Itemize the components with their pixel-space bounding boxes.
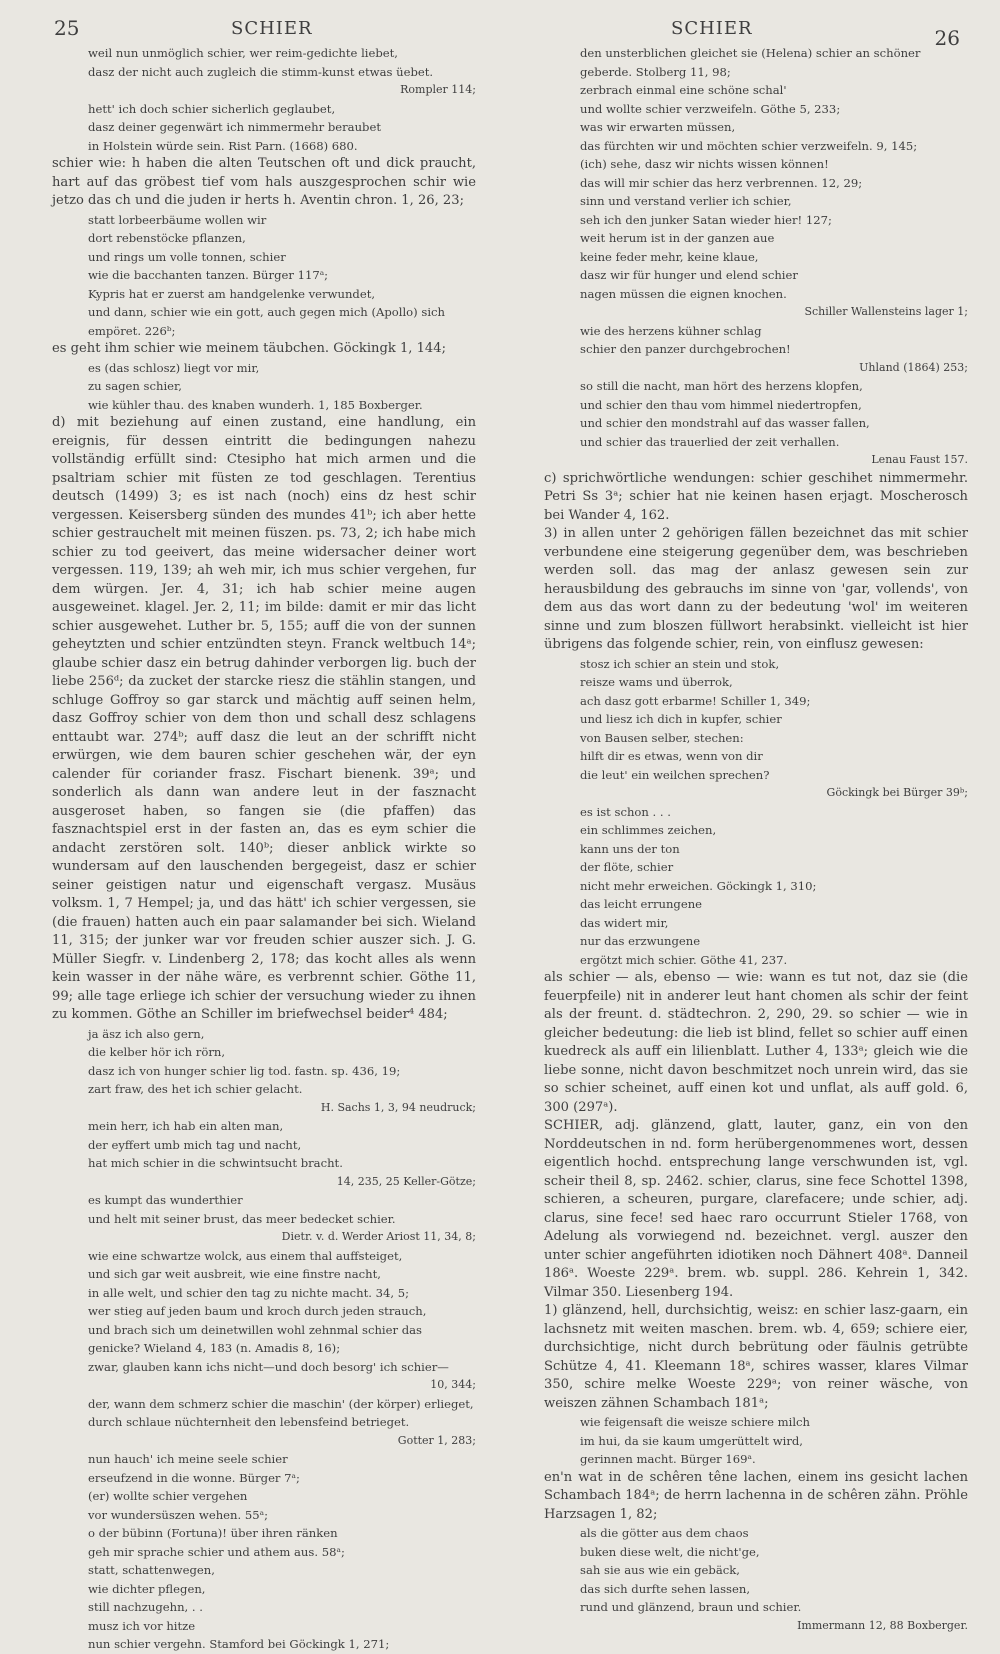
verse-line: kann uns der ton	[580, 841, 680, 856]
verse-line: rund und glänzend, braun und schier.	[580, 1600, 802, 1614]
verse-line: wie feigensaft die weisze schiere milch	[580, 1415, 810, 1429]
verse-line: ergötzt mich schier. Göthe 41, 237.	[580, 952, 788, 967]
citation: Rompler 114;	[400, 83, 476, 96]
verse-line: seh ich den junker Satan wieder hier! 127;	[580, 212, 832, 227]
verse-line: dasz der nicht auch zugleich die stimm-kunst etwas üebet.	[88, 64, 434, 79]
verse-line: und schier das trauerlied der zeit verhallen.	[580, 434, 840, 449]
verse-line: und schier den thau vom himmel niedertropfen,	[580, 397, 862, 412]
verse-line: und liesz ich dich in kupfer, schier	[580, 712, 782, 726]
verse-line: das fürchten wir und möchten schier verzweifeln. 9, 145;	[580, 138, 918, 153]
verse-line: durch schlaue nüchternheit den lebensfeind betrieget.	[88, 1415, 410, 1429]
verse-line: die leut' ein weilchen sprechen?	[580, 767, 770, 782]
verse-line: schier den panzer durchgebrochen!	[580, 342, 791, 356]
two-column-body	[52, 44, 968, 1651]
paragraph: en'n wat in de schêren têne lachen, einem ins gesicht lachen Schambach 184ᵃ; de herrn lachenna in de schêren zähn. Pröhle Harzsagen 1, 82;	[544, 1469, 968, 1522]
verse-line: weit herum ist in der ganzen aue	[580, 231, 775, 245]
verse-line: das leicht errungene	[580, 897, 703, 911]
verse-line: hilft dir es etwas, wenn von dir	[580, 749, 763, 763]
column-right	[544, 44, 968, 1632]
verse-line: es ist schon . . .	[580, 804, 671, 819]
verse-line: in Holstein würde sein. Rist Parn. (1668) 680.	[88, 138, 358, 153]
citation: Lenau Faust 157.	[871, 453, 968, 466]
verse-line: gerinnen macht. Bürger 169ᵃ.	[580, 1452, 756, 1466]
verse-line: es kumpt das wunderthier	[88, 1193, 243, 1207]
verse-line: was wir erwarten müssen,	[580, 120, 736, 134]
verse-line: nur das erzwungene	[580, 934, 701, 948]
verse-line: als die götter aus dem chaos	[580, 1526, 749, 1540]
paragraph: d) mit beziehung auf einen zustand, eine handlung, ein ereignis, für dessen eintritt die bedingungen nahezu vollständig erfüllt sind: Ctesipho hat mich armen und die psaltriam schier mit füsten ze tod geschlagen. Terentius deutsch (1499) 3; es ist nach (noch) eins dz hest schir vergessen. Keisersberg sünden des mundes 41ᵇ; ich aber hette schier gestrauchelt mit meinen füszen. ps. 73, 2; ich habe mich schier zu tod geeivert, das meine widersacher deiner wort vergessen. 119, 139; ah weh mir, ich mus schier vergehen, fur dem würgen. Jer. 4, 31; ich hab schier meine augen ausgeweinet. klagel. Jer. 2, 11; im bilde: damit er mir das licht schier ausgewehet. Luther br. 5, 155; auff die von der sunnen geheytzten und schier entzündten steyn. Franck weltbuch 14ᵃ; glaube schier dasz ein betrug dahinder verborgen lig. buch der liebe 256ᵈ; da zucket der starcke riesz die stählin stangen, und schluge Goffroy so gar starck und mächtig auff seinen helm, dasz Goffroy schier von dem thon und schall desz schlagens enttaubt war. 274ᵇ; auff dasz die leut an der schrifft nicht erwürgen, wie dem bauren schier geschehen wär, der eyn calender für coriander frasz. Fischart bienenk. 39ᵃ; und sonderlich als dann wan andere leut in der fasznacht ausgeroset haben, so fangen sie (die pfaffen) das fasznachtspiel erst in der fasten an, das es eym schier die andacht zerstören solt. 140ᵇ; dieser anblick wirkte so wundersam auf den lauschenden bergegeist, dasz er schier seiner geistigen natur und eigenschaft vergasz. Musäus volksm. 1, 7 Hempel; ja, und das hätt' ich schier vergessen, sie (die frauen) hatten auch ein paar salamander bei sich. Wieland 11, 315; der junker war vor freuden schier auszer sich. J. G. Müller Siegfr. v. Lindenberg 2, 178; das kocht alles als wenn kein wasser in der nähe wäre, es verbrennt schier. Göthe 11, 99; alle tage erliege ich schier der versuchung wieder zu ihnen zu kommen. Göthe an Schiller im briefwechsel beider⁴ 484;	[52, 415, 476, 1022]
verse-line: dasz deiner gegenwärt ich nimmermehr beraubet	[88, 120, 381, 134]
verse-line: reisze wams und überrok,	[580, 675, 733, 689]
running-head-left: SCHIER	[231, 18, 313, 39]
verse-line: dort rebenstöcke pflanzen,	[88, 231, 246, 245]
verse-line: zu sagen schier,	[88, 379, 182, 393]
verse-line: still nachzugehn, . .	[88, 1600, 203, 1614]
running-head-right: SCHIER	[671, 18, 753, 39]
verse-line: buken diese welt, die nicht'ge,	[580, 1544, 760, 1559]
verse-line: ja äsz ich also gern,	[88, 1026, 205, 1041]
verse-line: wie eine schwartze wolck, aus einem thal auffsteiget,	[88, 1248, 403, 1263]
verse-line: der flöte, schier	[580, 860, 674, 874]
verse-line: mein herr, ich hab ein alten man,	[88, 1119, 284, 1133]
verse-line: zwar, glauben kann ichs nicht—und doch besorg' ich schier—	[88, 1359, 449, 1374]
paragraph: als schier — als, ebenso — wie: wann es tut not, daz sie (die feuerpfeile) nit in anderer leut hant chomen als schir der feint als der freunt. d. städtechron. 2, 290, 29. so schier — wie in gleicher bedeutung: die lieb ist blind, fellet so schier auff einen kuedreck als auff ein lilienblatt. Luther 4, 133ᵃ; gleich wie die liebe sonne, nicht davon beschmitzet noch unrein wird, das sie so schier scheinet, auff einen kot und unflat, als auff gold. 6, 300 (297ᵃ).	[544, 970, 968, 1115]
verse-line: nun hauch' ich meine seele schier	[88, 1452, 288, 1466]
verse-line: o der bübinn (Fortuna)! über ihren ränken	[88, 1526, 338, 1540]
verse-line: den unsterblichen gleichet sie (Helena) schier an schöner geberde. Stolberg 11, 98;	[580, 46, 921, 79]
verse-line: weil nun unmöglich schier, wer reim-gedichte liebet,	[88, 46, 398, 60]
verse-line: erseufzend in die wonne. Bürger 7ᵃ;	[88, 1470, 300, 1485]
column-left	[52, 44, 476, 1651]
verse-line: und schier den mondstrahl auf das wasser fallen,	[580, 416, 870, 430]
verse-line: wer stieg auf jeden baum und kroch durch jeden strauch,	[88, 1304, 427, 1318]
verse-line: das widert mir,	[580, 915, 669, 930]
paragraph: 1) glänzend, hell, durchsichtig, weisz: en schier lasz-gaarn, ein lachsnetz mit weiten maschen. brem. wb. 4, 659; schiere eier, durchsichtige, nicht durch bebrütung oder fäulnis getrübte Schütze 4, 41. Kleemann 18ᵃ, schires wasser, klares Vilmar 350, schire melke Woeste 229ᵃ; von reiner wäsche, von weiszen zähnen Schambach 181ᵃ;	[544, 1303, 968, 1411]
verse-line: in alle welt, und schier den tag zu nichte macht. 34, 5;	[88, 1285, 410, 1300]
verse-line: es (das schlosz) liegt vor mir,	[88, 360, 260, 375]
verse-line: im hui, da sie kaum umgerüttelt wird,	[580, 1433, 803, 1448]
verse-line: ein schlimmes zeichen,	[580, 823, 717, 837]
verse-line: wie die bacchanten tanzen. Bürger 117ᵃ;	[88, 268, 329, 282]
verse-line: nicht mehr erweichen. Göckingk 1, 310;	[580, 878, 817, 893]
verse-line: sah sie aus wie ein gebäck,	[580, 1563, 740, 1577]
verse-line: von Bausen selber, stechen:	[580, 730, 744, 745]
verse-line: wie dichter pflegen,	[88, 1581, 206, 1596]
citation: 10, 344;	[430, 1378, 476, 1391]
paragraph: es geht ihm schier wie meinem täubchen. Göckingk 1, 144;	[52, 341, 447, 356]
page-number-right: 26	[934, 26, 960, 50]
verse-line: der eyffert umb mich tag und nacht,	[88, 1137, 302, 1152]
verse-line: zerbrach einmal eine schöne schal'	[580, 83, 787, 97]
verse-line: das sich durfte sehen lassen,	[580, 1581, 751, 1596]
verse-line: zart fraw, des het ich schier gelacht.	[88, 1082, 303, 1096]
verse-line: statt, schattenwegen,	[88, 1563, 215, 1577]
verse-line: und helt mit seiner brust, das meer bedecket schier.	[88, 1211, 396, 1226]
verse-line: und wollte schier verzweifeln. Göthe 5, 233;	[580, 101, 841, 116]
verse-line: ach dasz gott erbarme! Schiller 1, 349;	[580, 693, 811, 708]
verse-line: nun schier vergehn. Stamford bei Göckingk 1, 271;	[88, 1637, 390, 1651]
verse-line: statt lorbeerbäume wollen wir	[88, 212, 267, 227]
citation: H. Sachs 1, 3, 94 neudruck;	[320, 1100, 476, 1114]
verse-line: stosz ich schier an stein und stok,	[580, 656, 780, 671]
verse-line: nagen müssen die eignen knochen.	[580, 286, 787, 301]
verse-line: dasz ich von hunger schier lig tod. fastn. sp. 436, 19;	[88, 1063, 401, 1078]
verse-line: hat mich schier in die schwintsucht bracht.	[88, 1156, 343, 1170]
verse-line: vor wundersüszen wehen. 55ᵃ;	[88, 1507, 269, 1522]
verse-line: und rings um volle tonnen, schier	[88, 249, 286, 264]
page-number-left: 25	[54, 16, 80, 40]
verse-line: so still die nacht, man hört des herzens klopfen,	[580, 379, 863, 393]
verse-line: musz ich vor hitze	[88, 1618, 196, 1633]
citation: Schiller Wallensteins lager 1;	[804, 305, 968, 318]
verse-line: Kypris hat er zuerst am handgelenke verwundet,	[88, 286, 376, 301]
citation: Uhland (1864) 253;	[859, 360, 968, 374]
citation: Gotter 1, 283;	[397, 1433, 476, 1447]
verse-line: und brach sich um deinetwillen wohl zehnmal schier das genicke? Wieland 4, 183 (n. Amadis 8, 16);	[88, 1322, 423, 1355]
verse-line: geh mir sprache schier und athem aus. 58ᵃ;	[88, 1544, 345, 1559]
verse-line: sinn und verstand verlier ich schier,	[580, 194, 792, 208]
paragraph: schier wie: h haben die alten Teutschen oft und dick praucht, hart auf das gröbest tief vom hals auszgesprochen schir wie jetzo das ch und die juden ir herts h. Aventin chron. 1, 26, 23;	[52, 156, 476, 208]
verse-line: (er) wollte schier vergehen	[88, 1489, 248, 1503]
verse-line: wie des herzens kühner schlag	[580, 323, 762, 338]
verse-line: und sich gar weit ausbreit, wie eine finstre nacht,	[88, 1267, 381, 1281]
citation: 14, 235, 25 Keller-Götze;	[336, 1174, 476, 1188]
citation: Immermann 12, 88 Boxberger.	[797, 1618, 968, 1632]
verse-line: der, wann dem schmerz schier die maschin' (der körper) erlieget,	[88, 1396, 474, 1411]
verse-line: wie kühler thau. des knaben wunderh. 1, 185 Boxberger.	[88, 397, 423, 412]
verse-line: (ich) sehe, dasz wir nichts wissen können!	[580, 157, 829, 171]
verse-line: das will mir schier das herz verbrennen. 12, 29;	[580, 175, 863, 190]
citation: Dietr. v. d. Werder Ariost 11, 34, 8;	[281, 1230, 476, 1243]
verse-line: und dann, schier wie ein gott, auch gegen mich (Apollo) sich empöret. 226ᵇ;	[88, 305, 445, 338]
verse-line: hett' ich doch schier sicherlich geglaubet,	[88, 101, 336, 116]
verse-line: keine feder mehr, keine klaue,	[580, 249, 759, 264]
paragraph: 3) in allen unter 2 gehörigen fällen bezeichnet das mit schier verbundene eine steigerung gegenüber dem, was beschrieben werden soll. das mag der anlasz gewesen sein zur herausbildung des gebrauchs im sinne von 'gar, vollends', von dem aus das wort dann zu der bedeutung 'wol' im weiteren sinne und zum bloszen füllwort herabsinkt. vielleicht ist hier übrigens das folgende schier, rein, von einflusz gewesen:	[544, 526, 968, 652]
paragraph: SCHIER, adj. glänzend, glatt, lauter, ganz, ein von den Norddeutschen in nd. form herübergenommenes wort, dessen eigentlich hochd. entsprechung lange verschwunden ist, vgl. scheir theil 8, sp. 2462. schier, clarus, sine fece Schottel 1398, schieren, a scheuren, purgare, clarefacere; unde schier, adj. clarus, sine fece! sed haec raro occurrunt Stieler 1768, von Adelung als vorwiegend nd. bezeichnet. vergl. auszer den unter schier angeführten idiotiken noch Dähnert 408ᵃ. Danneil 186ᵃ. Woeste 229ᵃ. brem. wb. suppl. 286. Kehrein 1, 342. Vilmar 350. Liesenberg 194.	[544, 1118, 968, 1300]
paragraph: c) sprichwörtliche wendungen: schier geschihet nimmermehr. Petri Ss 3ᵃ; schier hat nie keinen hasen erjagt. Moscherosch bei Wander 4, 162.	[544, 470, 968, 523]
verse-line: dasz wir für hunger und elend schier	[580, 268, 798, 282]
citation: Göckingk bei Bürger 39ᵇ;	[826, 786, 968, 799]
verse-line: die kelber hör ich rörn,	[88, 1045, 226, 1059]
